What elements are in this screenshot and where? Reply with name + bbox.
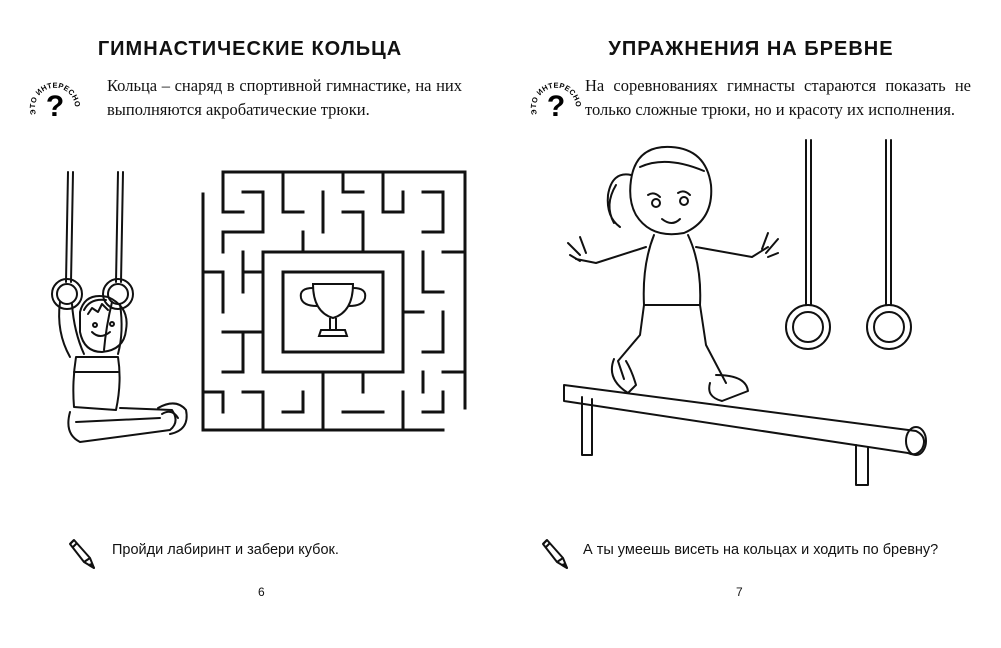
trophy-icon[interactable] (301, 284, 366, 336)
maze[interactable] (203, 172, 465, 430)
pencil-icon (68, 536, 98, 570)
page-title: УПРАЖНЕНИЯ НА БРЕВНЕ (608, 38, 894, 60)
fact-text: На соревнованиях гимнасты стараются показать не только сложные трюки, но и красоту их исполнения. (585, 76, 971, 119)
question-badge-icon (28, 74, 82, 128)
badge-label: ЭТО ИНТЕРЕСНО (27, 80, 83, 116)
svg-text:?: ? (45, 90, 65, 123)
fact-text: Кольца – снаряд в спортивной гимнастике, на них выполняются акробатические трюки. (107, 76, 462, 119)
gymnast-beam-illustration (556, 135, 976, 485)
page-number: 7 (736, 585, 743, 599)
question-badge-icon (529, 74, 583, 128)
page-number: 6 (258, 585, 265, 599)
left-page (0, 0, 500, 648)
gymnast-rings-illustration (40, 172, 200, 462)
svg-text:?: ? (546, 90, 566, 123)
page-title: ГИМНАСТИЧЕСКИЕ КОЛЬЦА (97, 38, 403, 60)
task-text: А ты умеешь висеть на кольцах и ходить по бревну? (583, 542, 939, 558)
right-page (501, 0, 1001, 648)
task-text: Пройди лабиринт и забери кубок. (112, 542, 339, 558)
badge-label: ЭТО ИНТЕРЕСНО (528, 80, 584, 116)
pencil-icon (541, 536, 571, 570)
